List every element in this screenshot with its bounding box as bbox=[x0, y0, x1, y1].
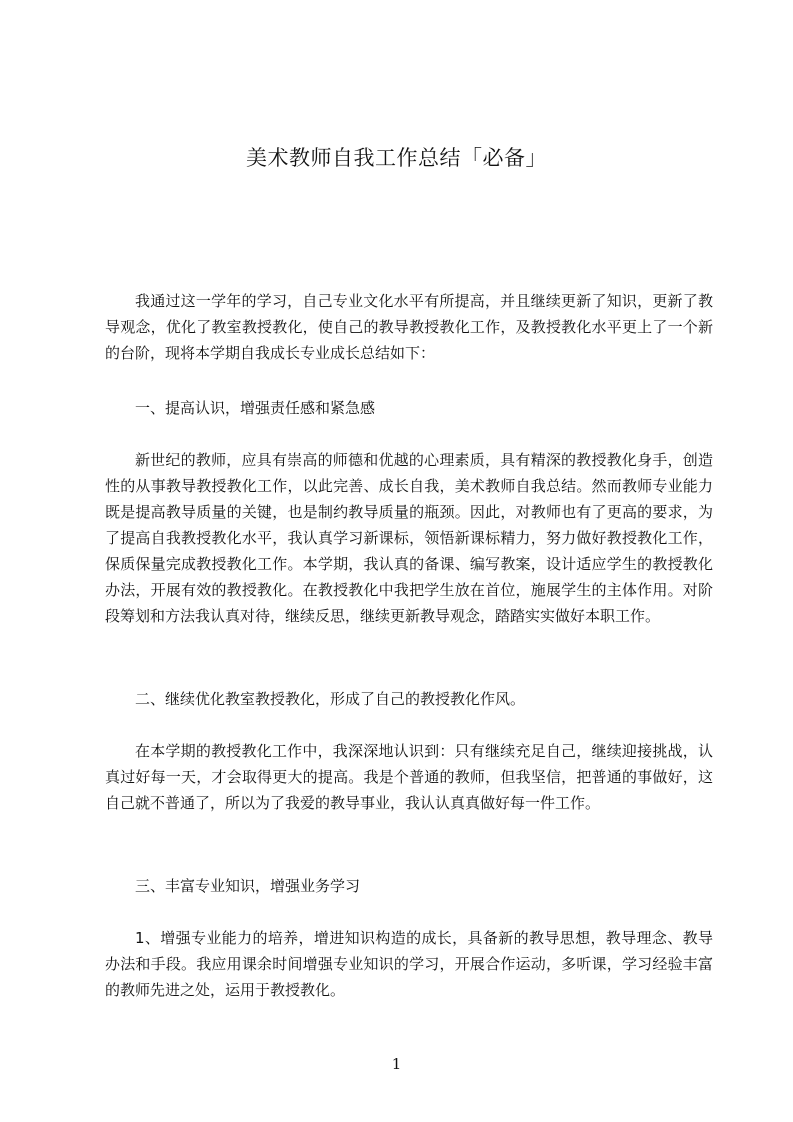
page-number: 1 bbox=[391, 1055, 402, 1073]
paragraph-intro: 我通过这一学年的学习，自己专业文化水平有所提高，并且继续更新了知识，更新了教导观念，优化了教室教授教化，使自己的教导教授教化工作，及教授教化水平更上了一个新的台阶，现将本学期自我成长专业成长总结如下： bbox=[105, 292, 713, 362]
paragraph-section-3-item-1: 1、增强专业能力的培养，增进知识构造的成长，具备新的教导思想，教导理念、教导办法和手段。我应用课余时间增强专业知识的学习，开展合作运动，多听课，学习经验丰富的教师先进之处，运用于教授教化。 bbox=[105, 929, 713, 999]
section-heading-3: 三、丰富专业知识，增强业务学习 bbox=[135, 877, 361, 895]
document-title: 美术教师自我工作总结「必备」 bbox=[246, 146, 547, 170]
section-heading-2: 二、继续优化教室教授教化，形成了自己的教授教化作风。 bbox=[135, 690, 526, 708]
paragraph-section-2: 在本学期的教授教化工作中，我深深地认识到：只有继续充足自己，继续迎接挑战，认真过好每一天，才会取得更大的提高。我是个普通的教师，但我坚信，把普通的事做好，这自己就不普通了，所以为了我爱的教导事业，我认认真真做好每一件工作。 bbox=[105, 742, 713, 812]
section-heading-1: 一、提高认识，增强责任感和紧急感 bbox=[135, 399, 376, 417]
paragraph-section-1: 新世纪的教师，应具有崇高的师德和优越的心理素质，具有精深的教授教化身手，创造性的从事教导教授教化工作，以此完善、成长自我，美术教师自我总结。然而教师专业能力既是提高教导质量的关键，也是制约教导质量的瓶颈。因此，对教师也有了更高的要求，为了提高自我教授教化水平，我认真学习新课标，领悟新课标精力，努力做好教授教化工作，保质保量完成教授教化工作。本学期，我认真的备课、编写教案，设计适应学生的教授教化办法，开展有效的教授教化。在教授教化中我把学生放在首位，施展学生的主体作用。对阶段筹划和方法我认真对待，继续反思，继续更新教导观念，踏踏实实做好本职工作。 bbox=[105, 451, 713, 625]
